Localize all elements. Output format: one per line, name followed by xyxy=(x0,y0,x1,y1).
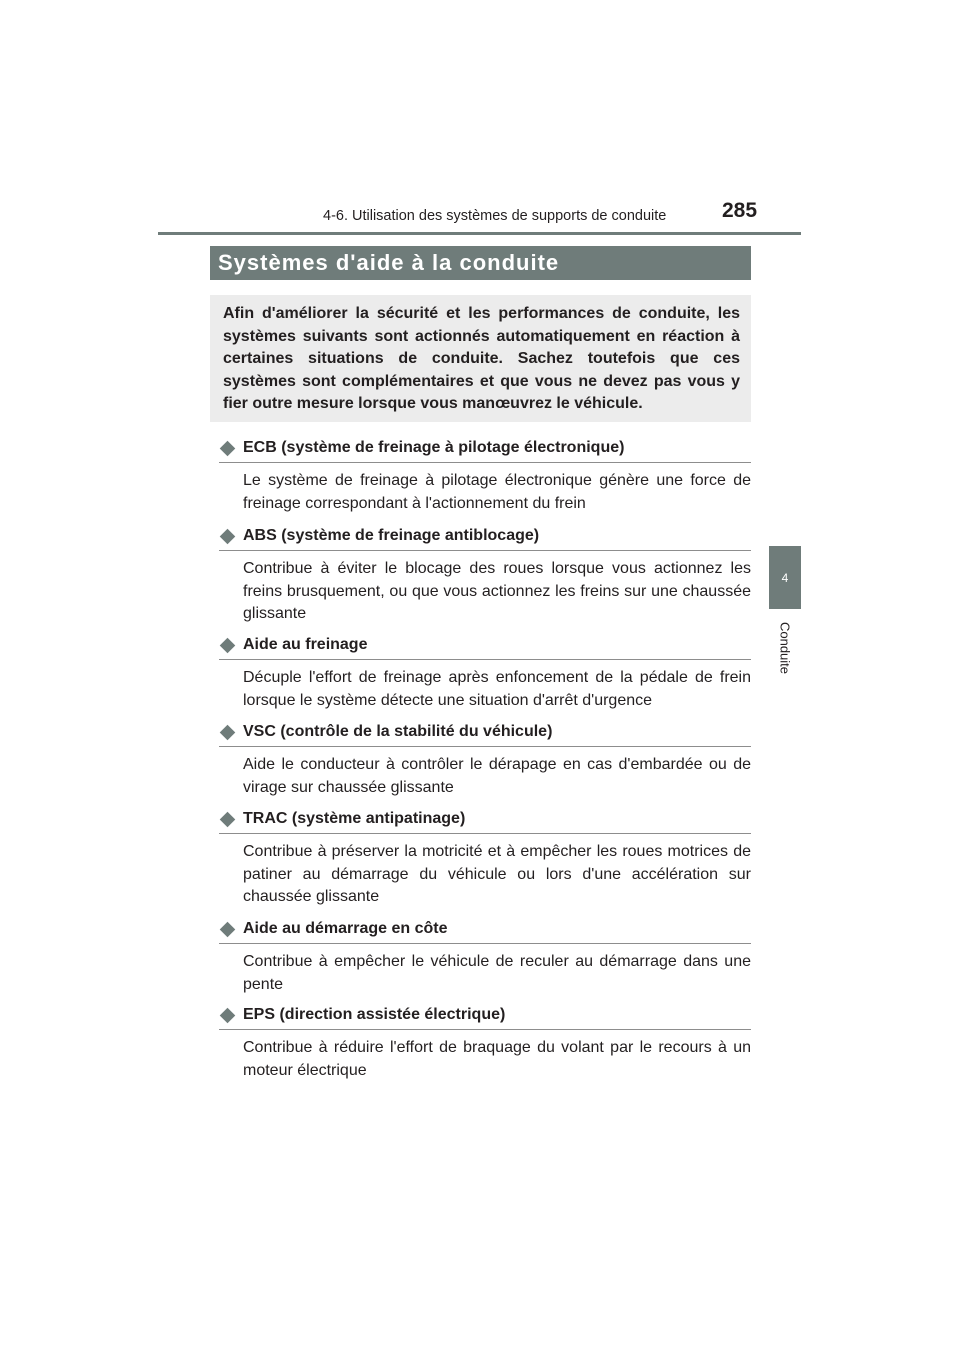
item-heading xyxy=(219,917,751,944)
item-heading xyxy=(219,1003,751,1030)
chapter-label: Conduite xyxy=(777,621,793,675)
chapter-tab xyxy=(769,546,801,609)
diamond-icon xyxy=(220,440,236,456)
item-description: Contribue à empêcher le véhicule de reculer au démarrage dans une pente xyxy=(243,953,751,993)
item-heading xyxy=(219,807,751,834)
item-description: Contribue à réduire l'effort de braquage du volant par le recours à un moteur électrique xyxy=(243,1039,751,1079)
item-title: TRAC (système antipatinage) xyxy=(243,810,466,827)
diamond-icon xyxy=(220,921,236,937)
chapter-number: 4 xyxy=(781,570,789,585)
diamond-icon xyxy=(220,528,236,544)
item-heading xyxy=(219,524,751,551)
list-item-brake-assist xyxy=(219,633,751,712)
item-title: ECB (système de freinage à pilotage électronique) xyxy=(243,439,625,456)
item-heading xyxy=(219,436,751,463)
list-item-abs xyxy=(219,524,751,626)
item-description: Le système de freinage à pilotage électronique génère une force de freinage correspondant à l'actionnement du frein xyxy=(243,472,751,512)
item-description: Aide le conducteur à contrôler le dérapage en cas d'embardée ou de virage sur chaussée glissante xyxy=(243,756,751,796)
list-item-hill-start-assist xyxy=(219,917,751,996)
diamond-icon xyxy=(220,724,236,740)
list-item-ecb xyxy=(219,436,751,515)
item-description: Contribue à éviter le blocage des roues lorsque vous actionnez les freins brusquement, ou que vous actionnez les freins sur une chaussée glissante xyxy=(243,560,751,623)
diamond-icon xyxy=(220,811,236,827)
list-item-trac xyxy=(219,807,751,909)
intro-text: Afin d'améliorer la sécurité et les performances de conduite, les systèmes suivants sont actionnés automatiquement en réaction à certaines situations de conduite. Sachez toutefois que ces systèmes sont complémentaires et que vous ne devez pas vous y fier outre mesure lorsque vous manœuvrez le véhicule. xyxy=(223,305,740,413)
diamond-icon xyxy=(220,1007,236,1023)
item-heading xyxy=(219,720,751,747)
list-item-eps xyxy=(219,1003,751,1082)
header-section-title: 4-6. Utilisation des systèmes de supports de conduite xyxy=(323,208,667,224)
item-title: EPS (direction assistée électrique) xyxy=(243,1006,506,1023)
item-description: Décuple l'effort de freinage après enfoncement de la pédale de frein lorsque le système détecte une situation d'arrêt d'urgence xyxy=(243,669,751,709)
item-description: Contribue à préserver la motricité et à empêcher les roues motrices de patiner au démarrage du véhicule ou lors d'une accélération sur chaussée glissante xyxy=(243,843,751,906)
item-title: ABS (système de freinage antiblocage) xyxy=(243,527,540,544)
item-heading xyxy=(219,633,751,660)
section-title: Systèmes d'aide à la conduite xyxy=(210,246,751,280)
list-item-vsc xyxy=(219,720,751,799)
item-title: Aide au démarrage en côte xyxy=(243,920,448,937)
header-divider xyxy=(158,232,801,235)
item-title: Aide au freinage xyxy=(243,636,368,653)
page-number: 285 xyxy=(722,199,758,222)
item-title: VSC (contrôle de la stabilité du véhicule) xyxy=(243,723,553,740)
diamond-icon xyxy=(220,637,236,653)
intro-box xyxy=(210,295,751,422)
